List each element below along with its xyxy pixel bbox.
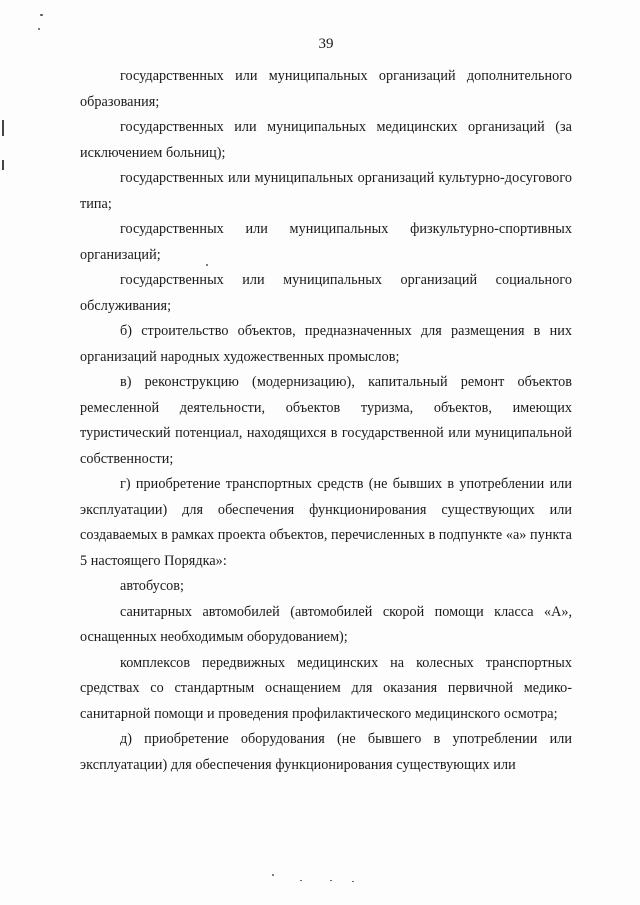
paragraph: государственных или муниципальных медицинских организаций (за исключением больниц);: [80, 119, 572, 161]
paragraph: комплексов передвижных медицинских на колесных транспортных средствах со стандартным оснащением для оказания первичной медико-санитарной помощи и проведения профилактического медицинского осмотра;: [80, 654, 572, 722]
page-number: 39: [318, 36, 334, 52]
paragraph: государственных или муниципальных организаций социального обслуживания;: [80, 272, 572, 314]
paragraph: государственных или муниципальных организаций дополнительного образования;: [80, 68, 572, 110]
scan-margin-mark: [2, 160, 4, 170]
scan-margin-mark: [2, 120, 4, 136]
scan-speck: [40, 14, 43, 16]
paragraph: санитарных автомобилей (автомобилей скорой помощи класса «А», оснащенных необходимым оборудованием);: [80, 603, 572, 645]
scan-speck: [38, 28, 40, 30]
scan-speck: [300, 880, 302, 881]
paragraph: б) строительство объектов, предназначенных для размещения в них организаций народных художественных промыслов;: [80, 323, 572, 365]
paragraph: д) приобретение оборудования (не бывшего в употреблении или эксплуатации) для обеспечения функционирования существующих или: [80, 731, 572, 773]
paragraph: в) реконструкцию (модернизацию), капитальный ремонт объектов ремесленной деятельности, объектов туризма, объектов, имеющих туристический потенциал, находящихся в государственной или муниципальной собственности;: [80, 374, 572, 467]
document-body: [80, 64, 572, 778]
scan-speck: [352, 881, 354, 882]
paragraph: государственных или муниципальных физкультурно-спортивных организаций;: [80, 221, 572, 263]
paragraph: г) приобретение транспортных средств (не бывших в употреблении или эксплуатации) для обеспечения функционирования существующих или создаваемых в рамках проекта объектов, перечисленных в подпункте «а» пункта 5 настоящего Порядка»:: [80, 476, 573, 569]
scan-speck: [330, 880, 332, 881]
paragraph: государственных или муниципальных организаций культурно-досугового типа;: [80, 170, 572, 212]
paragraph: автобусов;: [120, 578, 185, 594]
scan-speck: [272, 874, 274, 876]
